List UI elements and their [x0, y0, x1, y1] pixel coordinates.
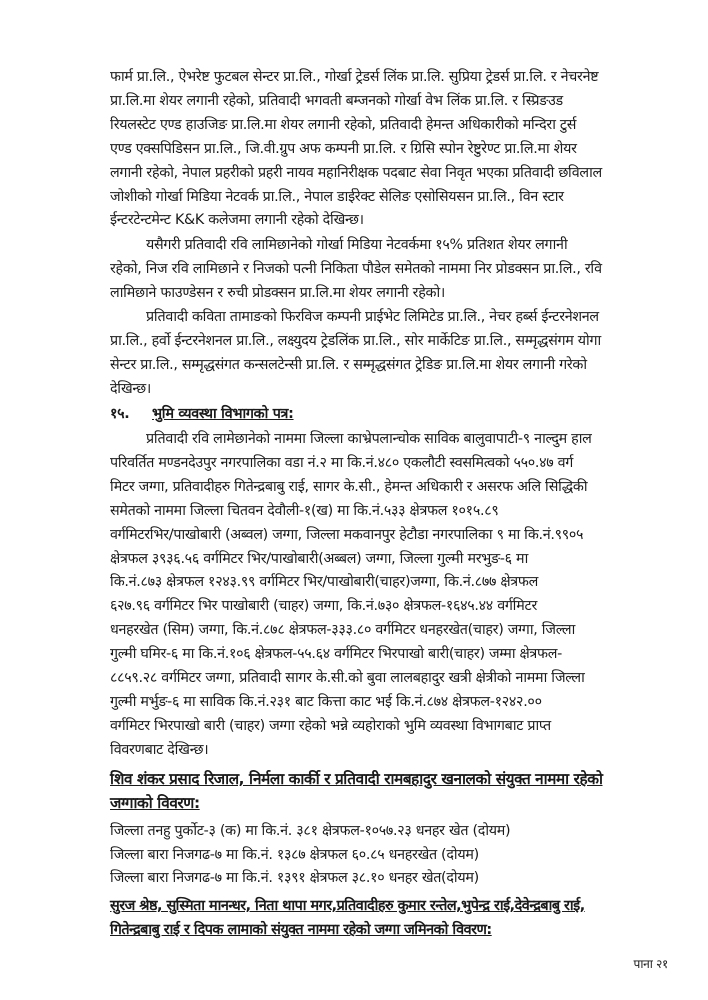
joint-ownership-heading	[110, 767, 670, 815]
text-line: प्रा.लि., हर्वो ईन्टरनेशनल प्रा.लि., लक्ष्युदय ट्रेडलिंक प्रा.लि., सोर मार्केटिङ प्रा.लि., सम्मृद्धसंगम योगा	[110, 332, 601, 349]
joint-heading-line-1: शिव शंकर प्रसाद रिजाल, निर्मला कार्की र प्रतिवादी रामबहादुर खनालको संयुक्त नाममा रहेको	[110, 770, 603, 788]
section-number: १५.	[110, 406, 130, 422]
text-line: रियलस्टेट एण्ड हाउजिङ प्रा.लि.मा शेयर लगानी रहेको, प्रतिवादी हेमन्त अधिकारीको मन्दिरा टुर्स	[110, 116, 577, 133]
joint-heading-line-2: जग्गाको विवरण:	[110, 794, 200, 812]
text-line: गुल्मी घमिर-६ मा कि.नं.१०६ क्षेत्रफल-५५.६४ वर्गमिटर भिरपाखो बारी(चाहर) जम्मा क्षेत्रफल-	[110, 646, 562, 663]
section-title: भुमि व्यवस्था विभागको पत्र:	[152, 406, 294, 422]
land-details-list	[110, 820, 668, 891]
text-line: विवरणबाट देखिन्छ।	[110, 741, 209, 758]
text-line: प्रा.लि.मा शेयर लगानी रहेको, प्रतिवादी भगवती बम्जनको गोर्खा वेभ लिंक प्रा.लि. र स्प्रिङउड	[110, 92, 563, 109]
text-line: जिल्ला बारा निजगढ-७ मा कि.नं. १३९१ क्षेत्रफल ३८.१० धनहर खेत(दोयम)	[110, 870, 479, 886]
text-line: ६२७.९६ वर्गमिटर भिर पाखोबारी (चाहर) जग्गा, कि.नं.७३० क्षेत्रफल-१६४५.४४ वर्गमिटर	[110, 598, 537, 615]
text-line: एण्ड एक्सपिडिसन प्रा.लि., जि.वी.ग्रुप अफ कम्पनी प्रा.लि. र ग्रिसि स्पोन रेष्टुरेण्ट प्रा.लि.मा शेयर	[110, 140, 577, 157]
text-line: फार्म प्रा.लि., ऐभरेष्ट फुटबल सेन्टर प्रा.लि., गोर्खा ट्रेडर्स लिंक प्रा.लि. सुप्रिया ट्रेडर्स प्रा.लि. र नेचरनेष्ट	[110, 69, 599, 85]
text-line: लामिछाने फाउण्डेसन र रुची प्रोडक्सन प्रा.लि.मा शेयर लगानी रहेको।	[110, 284, 445, 301]
second-heading-line-1: सुरज श्रेष्ठ, सुस्मिता मानन्धर, निता थापा मगर,प्रतिवादीहरु कुमार रन्तेल,भुपेन्द्र राई,देवेन्द्रबाबु राई,	[110, 898, 585, 914]
text-line: प्रतिवादी कविता तामाङको फिरविज कम्पनी प्राईभेट लिमिटेड प्रा.लि., नेचर हर्ब्स ईन्टरनेशनल	[146, 309, 599, 325]
text-line: रहेको, निज रवि लामिछाने र निजको पत्नी निकिता पौडेल समेतको नाममा निर प्रोडक्सन प्रा.लि., रवि	[110, 260, 602, 277]
text-line: समेतको नाममा जिल्ला चितवन देवौली-१(ख) मा कि.नं.५३३ क्षेत्रफल १०१५.८९	[110, 502, 499, 519]
text-line: क्षेत्रफल ३९३६.५६ वर्गमिटर भिर/पाखोबारी(अब्बल) जग्गा, जिल्ला गुल्मी मरभुङ-६ मा	[110, 550, 528, 567]
paragraph-rabi-lamichhane-shares	[110, 234, 668, 306]
text-line: परिवर्तित मण्डनदेउपुर नगरपालिका वडा नं.२ मा कि.नं.४८० एकलौटी स्वसमित्वको ५५०.४७ वर्ग	[110, 454, 574, 471]
text-line: धनहरखेत (सिम) जग्गा, कि.नं.८७८ क्षेत्रफल-३३३.८० वर्गमिटर धनहरखेत(चाहर) जग्गा, जिल्ला	[110, 622, 575, 639]
text-line: लगानी रहेको, नेपाल प्रहरीको प्रहरी नायव महानिरीक्षक पदबाट सेवा निवृत भएका प्रतिवादी छविलाल	[110, 164, 602, 181]
page-number: पाना २१	[633, 957, 668, 971]
text-line: सेन्टर प्रा.लि., सम्मृद्धसंगत कन्सलटेन्सी प्रा.लि. र सम्मृद्धसंगत ट्रेडिङ प्रा.लि.मा शेयर लगानी गरेको	[110, 356, 587, 373]
paragraph-share-investments	[110, 66, 668, 233]
section-15-heading	[110, 402, 670, 426]
text-line: ईन्टरटेन्टमेन्ट K&K कलेजमा लगानी रहेको देखिन्छ।	[110, 212, 364, 229]
text-line: देखिन्छ।	[110, 380, 152, 397]
text-line: जिल्ला तनहु पुर्कोट-३ (क) मा कि.नं. ३८१ क्षेत्रफल-१०५७.२३ धनहर खेत (दोयम)	[110, 823, 511, 839]
text-line: वर्गमिटरभिर/पाखोबारी (अब्वल) जग्गा, जिल्ला मकवानपुर हेटौडा नगरपालिका ९ मा कि.नं.९९०५	[110, 526, 584, 543]
text-line: जोशीको गोर्खा मिडिया नेटवर्क प्रा.लि., नेपाल डाईरेक्ट सेलिङ एसोसियसन प्रा.लि., विन स्टार	[110, 188, 564, 205]
text-line: कि.नं.८७३ क्षेत्रफल १२४३.९९ वर्गमिटर भिर/पाखोबारी(चाहर)जग्गा, कि.नं.८७७ क्षेत्रफल	[110, 574, 539, 591]
text-line: प्रतिवादी रवि लामेछानेको नाममा जिल्ला काभ्रेपलान्चोक साविक बालुवापाटी-९ नाल्दुम हाल	[146, 431, 592, 447]
text-line: जिल्ला बारा निजगढ-७ मा कि.नं. १३८७ क्षेत्रफल ६०.८५ धनहरखेत (दोयम)	[110, 846, 479, 863]
text-line: ८८५९.२८ वर्गमिटर जग्गा, प्रतिवादी सागर के.सी.को बुवा लालबहादुर खत्री क्षेत्रीको नाममा जिल्ला	[110, 670, 585, 687]
paragraph-land-records	[110, 428, 668, 763]
second-heading-line-2: गितेन्द्रबाबु राई र दिपक लामाको संयुक्त नाममा रहेको जग्गा जमिनको विवरण:	[110, 922, 492, 938]
text-line: गुल्मी मर्भुङ-६ मा साविक कि.नं.२३१ बाट कित्ता काट भई कि.नं.८७४ क्षेत्रफल-१२४२.००	[110, 693, 542, 710]
text-line: यसैगरी प्रतिवादी रवि लामिछानेको गोर्खा मिडिया नेटवर्कमा १५% प्रतिशत शेयर लगानी	[146, 237, 568, 253]
second-ownership-heading	[110, 894, 670, 942]
text-line: वर्गमिटर भिरपाखो बारी (चाहर) जग्गा रहेको भन्ने व्यहोराको भुमि व्यवस्था विभागबाट प्राप्त	[110, 717, 551, 734]
text-line: मिटर जग्गा, प्रतिवादीहरु गितेन्द्रबाबु राई, सागर के.सी., हेमन्त अधिकारी र असरफ अलि सिद्धिकी	[110, 478, 588, 495]
paragraph-kabita-tamang-shares	[110, 306, 668, 402]
